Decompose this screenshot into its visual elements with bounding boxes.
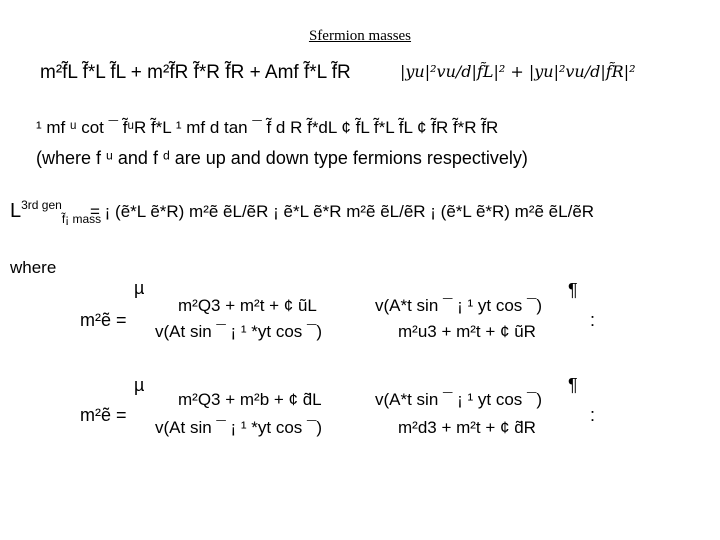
matrix-1-colon: : — [590, 310, 596, 330]
matrix-2-colon: : — [590, 405, 596, 425]
l-superscript: 3rd gen — [21, 198, 62, 212]
lagrangian-line-2: ¹ mf ᵘ cot ¯ f̃ᵘR f̃*L ¹ mf d tan ¯ f̃ d R f̃*dL ¢ f̃L f̃*L f̃L ¢ f̃R f̃*R f̃R — [36, 118, 499, 137]
page-title: Sfermion masses — [308, 28, 412, 44]
lagrangian-line-1-math: |yu|²vu/d|f̃L|² + |yu|²vu/d|f̃R|² — [400, 62, 636, 81]
where-label: where — [10, 258, 57, 277]
mass-lagrangian-terms: = ¡ (ẽ*L ẽ*R) m²ẽ ẽL/ẽR ¡ ẽ*L ẽ*R m²ẽ ẽL/ẽR ¡ (ẽ*L ẽ*R) m²ẽ ẽL/ẽR — [90, 202, 595, 221]
lagrangian-line-1: m²f̃L f̃*L f̃L + m²f̃R f̃*R f̃R + Amf f̃*L f̃R — [40, 62, 351, 83]
l-symbol: L — [10, 200, 22, 222]
matrix-1-bracket-top: µ — [134, 278, 145, 298]
matrix-1-r2c1: v(At sin ¯ ¡ ¹ *yt cos ¯) — [155, 322, 323, 341]
matrix-2-lhs: m²ẽ = — [80, 405, 127, 425]
matrix-1-r1c2: v(A*t sin ¯ ¡ ¹ yt cos ¯) — [375, 296, 543, 315]
matrix-2-r2c2: m²d3 + m²t + ¢ d̃R — [398, 418, 536, 437]
matrix-2-r1c2: v(A*t sin ¯ ¡ ¹ yt cos ¯) — [375, 390, 543, 409]
matrix-1-bracket-right: ¶ — [568, 280, 578, 300]
matrix-2-r1c1: m²Q3 + m²b + ¢ d̃L — [178, 390, 322, 409]
l-subscript: f̃¡ mass — [61, 212, 102, 226]
matrix-2-bracket-top: µ — [134, 375, 145, 395]
matrix-2-bracket-right: ¶ — [568, 375, 578, 395]
definition-note: (where f ᵘ and f ᵈ are up and down type fermions respectively) — [36, 148, 528, 168]
matrix-2-r2c1: v(At sin ¯ ¡ ¹ *yt cos ¯) — [155, 418, 323, 437]
matrix-1-r2c2: m²u3 + m²t + ¢ ũR — [398, 322, 536, 341]
matrix-1-r1c1: m²Q3 + m²t + ¢ ũL — [178, 296, 317, 315]
matrix-1-lhs: m²ẽ = — [80, 310, 127, 330]
mass-lagrangian-symbol — [10, 198, 102, 226]
